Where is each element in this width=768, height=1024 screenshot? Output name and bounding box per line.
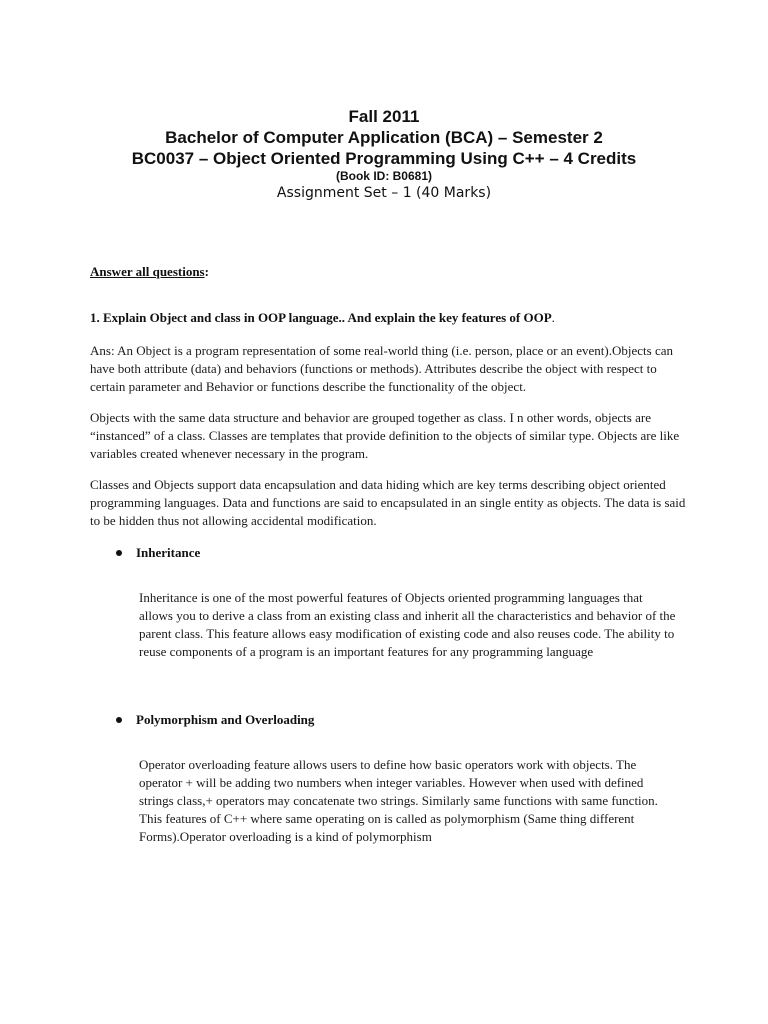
answer-paragraph-3 <box>90 476 690 530</box>
bullet-inheritance <box>116 545 200 561</box>
question-1-end: . <box>551 310 555 325</box>
instruction-suffix: : <box>204 264 209 279</box>
bullet-heading: Inheritance <box>136 545 201 560</box>
question-1-text: 1. Explain Object and class in OOP language.. And explain the key features of OOP <box>90 310 552 325</box>
bullet-heading: Polymorphism and Overloading <box>136 712 315 727</box>
polymorphism-paragraph <box>139 743 679 859</box>
document-header <box>0 106 768 202</box>
answer-paragraph-1-text: Ans: An Object is a program representation of some real-world thing (i.e. person, place or an event).Objects can have both attribute (data) and behaviors (functions or methods). Attributes describe the object with respect to certain parameter and Behavior or functions describe the functionality of the object. <box>90 343 674 394</box>
course-title: BC0037 – Object Oriented Programming Using C++ – 4 Credits <box>131 149 637 168</box>
answer-paragraph-2 <box>90 409 690 463</box>
bullet-dot-icon <box>116 550 122 556</box>
program-title: Bachelor of Computer Application (BCA) – Semester 2 <box>165 128 603 147</box>
instruction-line <box>90 264 209 280</box>
answer-paragraph-2-text: Objects with the same data structure and behavior are grouped together as class. I n other words, objects are “instanced” of a class. Classes are templates that provide definition to the objects of similar type. Objects are like variables created whenever necessary in the program. <box>90 410 680 461</box>
bullet-dot-icon <box>116 717 122 723</box>
answer-paragraph-1 <box>90 342 690 396</box>
polymorphism-text: Operator overloading feature allows users to define how basic operators work with objects. The operator + will be adding two numbers when integer variables. However when used with defined strings class,+ operators may concatenate two strings. Similarly same functions with same function. This features of C++ where same operating on is called as polymorphism (Same thing different Forms).Operator overloading is a kind of polymorphism <box>139 757 658 844</box>
instruction-text: Answer all questions <box>90 264 205 279</box>
inheritance-paragraph <box>139 576 679 674</box>
inheritance-text: Inheritance is one of the most powerful features of Objects oriented programming languages that allows you to derive a class from an existing class and inherit all the characteristics and behavior of the parent class. This feature allows easy modification of existing code and also reuses code. The ability to reuse components of a program is an important features for any programming language <box>139 590 676 659</box>
assignment-title: Assignment Set – 1 (40 Marks) <box>276 185 492 201</box>
book-id: (Book ID: B0681) <box>335 169 433 183</box>
answer-paragraph-3-text: Classes and Objects support data encapsulation and data hiding which are key terms describing object oriented programming languages. Data and functions are said to encapsulated in an single entity as objects. The data is said to be hidden thus not allowing accidental modification. <box>90 477 686 528</box>
term-title: Fall 2011 <box>348 107 420 126</box>
question-1-title <box>90 310 555 326</box>
bullet-polymorphism <box>116 712 314 728</box>
